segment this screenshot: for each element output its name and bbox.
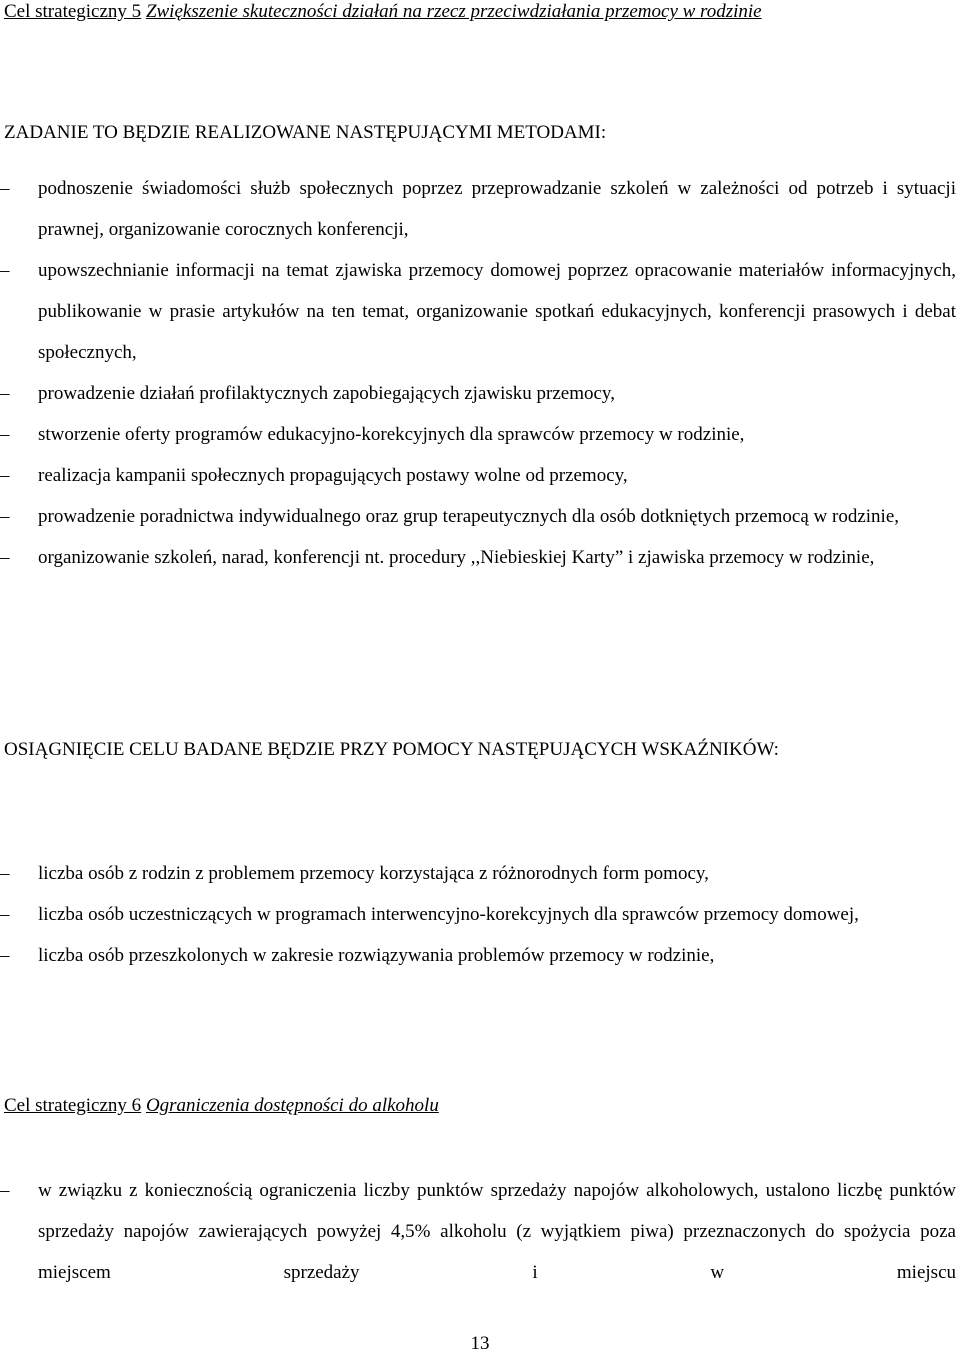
page-number: 13 — [470, 1333, 490, 1354]
indicators-title: OSIĄGNIĘCIE CELU BADANE BĘDZIE PRZY POMOCY NASTĘPUJĄCYCH WSKAŹNIKÓW: — [4, 739, 779, 760]
indicators-list — [0, 853, 960, 976]
list-item: – upowszechnianie informacji na temat zjawiska przemocy domowej poprzez opracowanie materiałów informacyjnych, publikowanie w prasie artykułów na ten temat, organizowanie spotkań edukacyjnych, konferencji prasowych i debat społecznych, — [0, 250, 960, 373]
dash-bullet: – — [0, 260, 10, 281]
dash-bullet: – — [0, 424, 10, 445]
list-item: – liczba osób uczestniczących w programach interwencyjno-korekcyjnych dla sprawców przemocy domowej, — [0, 894, 960, 935]
list-item: – podnoszenie świadomości służb społecznych poprzez przeprowadzanie szkoleń w zależności od potrzeb i sytuacji prawnej, organizowanie corocznych konferencji, — [0, 168, 960, 250]
strategic-goal-5-title: Zwiększenie skuteczności działań na rzecz przeciwdziałania przemocy w rodzinie — [145, 1, 762, 22]
strategic-goal-6-heading — [4, 1086, 956, 1126]
list-item: – realizacja kampanii społecznych propagujących postawy wolne od przemocy, — [0, 455, 960, 496]
methods-list — [0, 168, 960, 578]
list-item: – liczba osób przeszkolonych w zakresie rozwiązywania problemów przemocy w rodzinie, — [0, 935, 960, 976]
list-item: – organizowanie szkoleń, narad, konferencji nt. procedury ,,Niebieskiej Karty” i zjawiska przemocy w rodzinie, — [0, 537, 960, 578]
strategic-goal-6-label: Cel strategiczny 6 — [4, 1095, 142, 1116]
dash-bullet: – — [0, 547, 10, 568]
dash-bullet: – — [0, 383, 10, 404]
list-item: – prowadzenie działań profilaktycznych zapobiegających zjawisku przemocy, — [0, 373, 960, 414]
dash-bullet: – — [0, 1180, 10, 1201]
list-item: – liczba osób z rodzin z problemem przemocy korzystająca z różnorodnych form pomocy, — [0, 853, 960, 894]
dash-bullet: – — [0, 465, 10, 486]
list-item: – w związku z koniecznością ograniczenia liczby punktów sprzedaży napojów alkoholowych, ustalono liczbę punktów sprzedaży napojów zawierających powyżej 4,5% alkoholu (z wyjątkiem piwa) przeznaczonych do spożycia poza miejscem sprzedaży i w miejscu — [0, 1170, 960, 1293]
alcohol-list — [0, 1170, 960, 1293]
dash-bullet: – — [0, 863, 10, 884]
dash-bullet: – — [0, 945, 10, 966]
strategic-goal-5-label: Cel strategiczny 5 — [4, 1, 142, 22]
list-item: – prowadzenie poradnictwa indywidualnego oraz grup terapeutycznych dla osób dotkniętych przemocą w rodzinie, — [0, 496, 960, 537]
methods-title: ZADANIE TO BĘDZIE REALIZOWANE NASTĘPUJĄCYMI METODAMI: — [4, 122, 607, 143]
strategic-goal-5-heading — [4, 0, 956, 32]
strategic-goal-6-title: Ograniczenia dostępności do alkoholu — [145, 1095, 439, 1116]
dash-bullet: – — [0, 904, 10, 925]
list-item: – stworzenie oferty programów edukacyjno-korekcyjnych dla sprawców przemocy w rodzinie, — [0, 414, 960, 455]
dash-bullet: – — [0, 178, 10, 199]
dash-bullet: – — [0, 506, 10, 527]
